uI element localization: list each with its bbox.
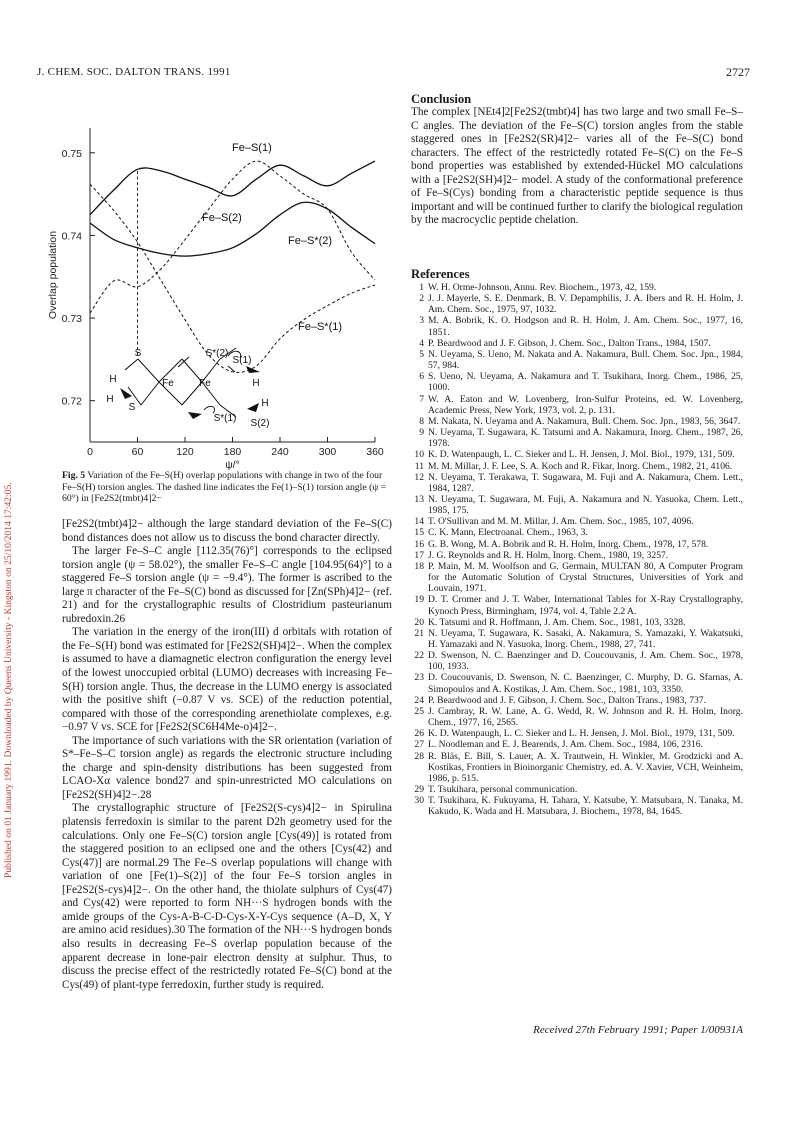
reference-item <box>411 594 743 616</box>
x-tick-label: 60 <box>131 446 144 458</box>
atom-label: H <box>109 374 117 385</box>
reference-number: 30 <box>414 795 424 807</box>
reference-number: 19 <box>414 594 424 606</box>
reference-number: 15 <box>414 527 424 539</box>
curve-label: Fe–S*(2) <box>288 235 333 247</box>
y-tick-label: 0.74 <box>61 230 82 243</box>
reference-item <box>411 427 743 449</box>
reference-item <box>411 539 743 550</box>
reference-text: K. D. Watenpaugh, L. C. Sieker and L. H. Jensen, J. Mol. Biol., 1979, 131, 509. <box>428 728 735 740</box>
reference-number: 20 <box>414 616 424 628</box>
reference-number: 21 <box>414 627 424 639</box>
figure-5 <box>40 120 390 470</box>
x-tick-label: 180 <box>223 446 242 458</box>
curve-label: Fe–S*(1) <box>298 321 343 333</box>
series-line-1 <box>90 161 375 215</box>
caption-label: Fig. 5 <box>62 470 86 481</box>
reference-number: 5 <box>419 348 424 360</box>
reference-text: T. O'Sullivan and M. M. Millar, J. Am. Chem. Soc., 1985, 107, 4096. <box>428 516 694 528</box>
reference-item <box>411 728 743 739</box>
reference-text: C. K. Mann, Electroanal. Chem., 1963, 3. <box>428 527 588 539</box>
reference-item <box>411 282 743 293</box>
reference-text: T. Tsukihara, personal communication. <box>428 784 578 796</box>
atom-label: H <box>261 398 269 409</box>
reference-text: R. Bläs, E. Bill, S. Lauer, A. X. Trautwein, H. Winkler, M. Grodzicki and A. Kostikas, Frontiers in Bioinorganic Chemistry, ed. A. V. Xavier, VCH, Weinheim, 1986, p. 515. <box>428 750 743 784</box>
reference-number: 17 <box>414 549 424 561</box>
reference-number: 22 <box>414 650 424 662</box>
reference-item <box>411 338 743 349</box>
reference-item <box>411 527 743 538</box>
rotation-arrow <box>204 406 215 413</box>
reference-item <box>411 695 743 706</box>
reference-text: M. A. Bobrik, K. O. Hodgson and R. H. Holm, J. Am. Chem. Soc., 1977, 16, 1851. <box>428 315 743 338</box>
reference-text: P. Main, M. M. Woolfson and G. Germain, MULTAN 80, A Computer Program for the Automatic Solution of Crystal Structures, Universities of York and Louvain, 1971. <box>428 560 743 595</box>
reference-item <box>411 739 743 750</box>
x-tick-label: 0 <box>87 446 93 458</box>
curve-label: Fe–S(2) <box>202 212 242 224</box>
y-tick-label: 0.75 <box>61 147 82 160</box>
reference-item <box>411 315 743 337</box>
bond-line <box>138 359 159 382</box>
x-tick-label: 120 <box>176 446 194 458</box>
reference-item <box>411 461 743 472</box>
reference-text: P. Beardwood and J. F. Gibson, J. Chem. Soc., Dalton Trans., 1983, 737. <box>428 694 706 706</box>
reference-item <box>411 650 743 672</box>
reference-number: 13 <box>414 493 424 505</box>
overlap-population-chart <box>40 120 390 470</box>
reference-item <box>411 706 743 728</box>
chart-series <box>90 161 375 372</box>
reference-text: W. A. Eaton and W. Lovenberg, Iron-Sulfur Proteins, ed. W. Lovenberg, Academic Press, New York, 1973, vol. 2, p. 131. <box>428 393 743 416</box>
reference-text: L. Noodleman and E. J. Bearends, J. Am. Chem. Soc., 1984, 106, 2316. <box>428 739 703 751</box>
reference-item <box>411 795 743 817</box>
atom-label: H <box>106 394 114 405</box>
conclusion-title: Conclusion <box>411 92 472 106</box>
right-column <box>411 92 743 818</box>
bond-line <box>125 359 138 370</box>
reference-number: 16 <box>414 538 424 550</box>
running-head: J. CHEM. SOC. DALTON TRANS. 1991 <box>37 66 231 78</box>
reference-number: 14 <box>414 516 424 528</box>
curve-label: Fe–S(1) <box>232 142 272 154</box>
reference-number: 12 <box>414 471 424 483</box>
reference-text: T. Tsukihara, K. Fukuyama, H. Tahara, Y. Katsube, Y. Matsubara, N. Tanaka, M. Kakudo, K. Wada and H. Matsubara, J. Biochem., 1978, 84, 1645. <box>428 795 743 818</box>
reference-number: 11 <box>414 460 424 472</box>
reference-text: N. Ueyama, T. Sugawara, K. Tatsumi and A. Nakamura, Inorg. Chem., 1987, 26, 1978. <box>428 427 743 450</box>
reference-text: D. T. Cromer and J. T. Waber, International Tables for X-Ray Crystallography, Kynoch Press, Birmingham, 1974, vol. 4, Table 2.2 A. <box>428 594 743 617</box>
y-tick-label: 0.72 <box>61 395 82 408</box>
y-tick-label: 0.73 <box>61 313 82 326</box>
reference-item <box>411 516 743 527</box>
conclusion-text: The complex [NEt4]2[Fe2S2(tmbt)4] has two large and two small Fe–S–C angles. The deviation of the Fe–S(C) torsion angles from the stable staggered ones in [Fe2S2(SR)4]2− varies all of the Fe–S(C) bond characters. The effect of the restrictedly rotated Fe–S(C) on the Fe–S bond properties was established by extended-Hückel MO calculations with a [Fe2S2(SH)4]2− model. A study of the conformational preference of Fe–S(Cys) bonding from a characteristic peptide sequence is thus important and will be continued further to clarify the biological regulation by the macrocyclic peptide chelation. <box>411 106 743 226</box>
atom-label: H <box>252 378 260 389</box>
reference-number: 27 <box>414 739 424 751</box>
reference-text: P. Beardwood and J. F. Gibson, J. Chem. Soc., Dalton Trans., 1984, 1507. <box>428 337 711 349</box>
reference-item <box>411 449 743 460</box>
chart-curve-labels <box>202 142 342 333</box>
atom-label: S <box>134 348 142 359</box>
reference-text: M. Nakata, N. Ueyama and A. Nakamura, Bull. Chem. Soc. Jpn., 1983, 56, 3647. <box>428 415 741 427</box>
reference-number: 7 <box>419 393 424 405</box>
reference-item <box>411 617 743 628</box>
reference-number: 10 <box>414 449 424 461</box>
reference-item <box>411 628 743 650</box>
reference-text: J. Cambray, R. W. Lane, A. G. Wedd, R. W. Johnson and R. H. Holm, Inorg. Chem., 1977, 16, 2565. <box>428 705 743 729</box>
reference-text: N. Ueyama, T. Sugawara, M. Fuji, A. Nakamura and N. Yasuoka, Chem. Lett., 1985, 175. <box>428 493 743 517</box>
reference-number: 25 <box>414 705 424 717</box>
atom-label: S(1) <box>232 355 252 366</box>
x-axis-label: ψ/° <box>225 459 240 470</box>
reference-list <box>411 282 743 818</box>
paragraph-4: The importance of such variations with the SR orientation (variation of S*–Fe–S–C torsion angle) as regards the electronic structure including the charge and spin-density distributions has been suggested from LCAO-Xα valence bond27 and spin-unrestricted MO calculations on [Fe2S2(SH)4]2−.28 <box>62 734 392 801</box>
reference-item <box>411 672 743 694</box>
x-tick-label: 240 <box>271 446 289 458</box>
molecule-diagram <box>106 348 269 429</box>
x-tick-label: 360 <box>366 446 384 458</box>
figure-caption <box>62 470 390 505</box>
reference-number: 8 <box>419 415 424 427</box>
reference-item <box>411 416 743 427</box>
reference-number: 28 <box>414 750 424 762</box>
reference-number: 4 <box>419 337 424 349</box>
y-axis-label: Overlap population <box>47 230 59 320</box>
download-watermark: Published on 01 January 1991. Downloaded by Queens University - Kingston on 25/10/2014 17:42:05. <box>3 482 14 878</box>
reference-number: 2 <box>419 293 424 305</box>
reference-text: M. M. Millar, J. F. Lee, S. A. Koch and R. Fikar, Inorg. Chem., 1982, 21, 4106. <box>428 460 733 472</box>
reference-number: 1 <box>419 282 424 293</box>
reference-text: N. Ueyama, T. Terakawa, T. Sugawara, M. Fuji and A. Nakamura, Chem. Lett., 1984, 1287. <box>428 471 743 494</box>
reference-item <box>411 561 743 594</box>
received-line: Received 27th February 1991; Paper 1/00931A <box>533 1024 743 1036</box>
page-number: 2727 <box>726 65 750 79</box>
reference-item <box>411 394 743 416</box>
wedge-bond <box>247 403 259 412</box>
series-line-2 <box>90 202 375 256</box>
references-title: References <box>411 267 470 281</box>
reference-item <box>411 550 743 561</box>
reference-text: N. Ueyama, T. Sugawara, K. Sasaki, A. Nakamura, S. Yamazaki, Y. Wakatsuki, H. Yamazaki and N. Yasuoka, Inorg. Chem., 1988, 27, 741. <box>428 627 743 650</box>
atom-label: Fe <box>199 378 211 389</box>
left-column-body <box>62 518 392 992</box>
atom-label: Fe <box>162 378 174 389</box>
reference-text: D. Coucouvanis, D. Swenson, N. C. Baenzinger, C. Murphy, D. G. Sfarnas, A. Simopoulos and A. Kostikas, J. Am. Chem. Soc., 1981, 103, 3350. <box>428 672 743 695</box>
paragraph-1: [Fe2S2(tmbt)4]2− although the large standard deviation of the Fe–S(C) bond distances does not allow us to discuss the bond character directly. <box>62 518 392 544</box>
series-line-3 <box>90 161 375 313</box>
reference-text: G. B. Wong, M. A. Bobrik and R. H. Holm, Inorg. Chem., 1978, 17, 578. <box>428 538 709 550</box>
reference-item <box>411 293 743 315</box>
x-tick-label: 300 <box>318 446 337 458</box>
reference-text: S. Ueno, N. Ueyama, A. Nakamura and T. Tsukihara, Inorg. Chem., 1986, 25, 1000. <box>428 371 743 394</box>
reference-item <box>411 371 743 393</box>
atom-label: S(2) <box>250 418 270 429</box>
reference-number: 6 <box>419 371 424 383</box>
reference-text: D. Swenson, N. C. Baenzinger and D. Coucouvanis, J. Am. Chem. Soc., 1978, 100, 1933. <box>428 650 743 673</box>
wedge-bond <box>188 412 202 419</box>
reference-number: 29 <box>414 784 424 796</box>
reference-number: 18 <box>414 560 424 572</box>
paragraph-2: The larger Fe–S–C angle [112.35(76)°] corresponds to the eclipsed torsion angle (ψ = 58.02°), the smaller Fe–S–C angle [104.95(64)°] to a staggered Fe–S torsion angle (ψ = −9.4°). The former is ascribed to the large π character of the Fe–S(C) bond as discussed for [Zn(SPh)4]2− (ref. 21) and for the crystallographic results of Clostridium pasteurianum rubredoxin.26 <box>62 545 392 625</box>
reference-item <box>411 472 743 494</box>
reference-item <box>411 494 743 516</box>
wedge-bond <box>246 366 260 373</box>
caption-text: Variation of the Fe–S(H) overlap populations with change in two of the four Fe–S(H) torsion angles. The dashed line indicates the Fe(1)–S(1) torsion angle (ψ = 60°) in [Fe2S2(tmbt)4]2− <box>62 470 387 505</box>
atom-label: S*(2) <box>205 348 229 359</box>
atom-label: S <box>128 402 136 413</box>
reference-text: N. Ueyama, S. Ueno, M. Nakata and A. Nakamura, Bull. Chem. Soc. Jpn., 1984, 57, 984. <box>428 348 743 372</box>
reference-text: J. J. Mayerle, S. E. Denmark, B. V. Depamphilis, J. A. Ibers and R. H. Holm, J. Am. Chem. Soc., 1975, 97, 1032. <box>428 293 743 316</box>
reference-item <box>411 349 743 371</box>
reference-number: 9 <box>419 427 424 439</box>
paragraph-5: The crystallographic structure of [Fe2S2(S-cys)4]2− in Spirulina platensis ferredoxin is similar to the parent D2h geometry used for the calculations. Only one Fe–S(C) torsion angle [Cys(49)] is rotated from the staggered position to an eclipsed one and the others [Cys(42) and Cys(47)] are normal.29 The Fe–S overlap populations will change with variation of one [Fe(1)–S(2)] of the four Fe–S torsion angles in [Fe2S2(S-cys)4]2−. On the other hand, the thiolate sulphurs of Cys(47) and Cys(42) were reported to form NH···S hydrogen bonds with the amide groups of the Cys-A-B-C-D-Cys-X-Y-Cys sequence (A–D, X, Y are amino acid residues).30 The formation of the NH···S hydrogen bonds also results in decreasing Fe–S overlap population because of the apparent decrease in lone-pair electron density at sulphur. Thus, to discuss the precise effect of the restrictedly rotated Fe–S(C) bond at the Cys(49) of plant-type ferredoxin, further study is required. <box>62 802 392 991</box>
reference-text: K. D. Watenpaugh, L. C. Sieker and L. H. Jensen, J. Mol. Biol., 1979, 131, 509. <box>428 449 735 461</box>
reference-number: 24 <box>414 694 424 706</box>
atom-label: S*(1) <box>213 413 237 424</box>
bond-line <box>141 382 159 405</box>
reference-number: 23 <box>414 672 424 684</box>
reference-number: 3 <box>419 315 424 327</box>
paragraph-3: The variation in the energy of the iron(III) d orbitals with rotation of the Fe–S(H) bond was estimated for [Fe2S2(SH)4]2−. When the complex is assumed to have a diamagnetic electron configuration the energy level of the lowest unoccupied orbital (LUMO) decreases with increasing Fe–S(H) torsion angle. Thus, the decrease in the LUMO energy is associated with the positive shift (−0.87 V vs. SCE) of the reduction potential, compared with those of the corresponding arenethiolate complexes, e.g. −0.97 V vs. SCE for [Fe2S2(SC6H4Me-o)4]2−. <box>62 626 392 734</box>
reference-item <box>411 784 743 795</box>
reference-text: W. H. Orme-Johnson, Annu. Rev. Biochem., 1973, 42, 159. <box>428 282 657 293</box>
reference-text: K. Tatsumi and R. Hoffmann, J. Am. Chem. Soc., 1981, 103, 3328. <box>428 616 686 628</box>
reference-number: 26 <box>414 728 424 740</box>
reference-text: J. G. Reynolds and R. H. Holm, Inorg. Chem., 1980, 19, 3257. <box>428 549 669 561</box>
reference-item <box>411 751 743 784</box>
